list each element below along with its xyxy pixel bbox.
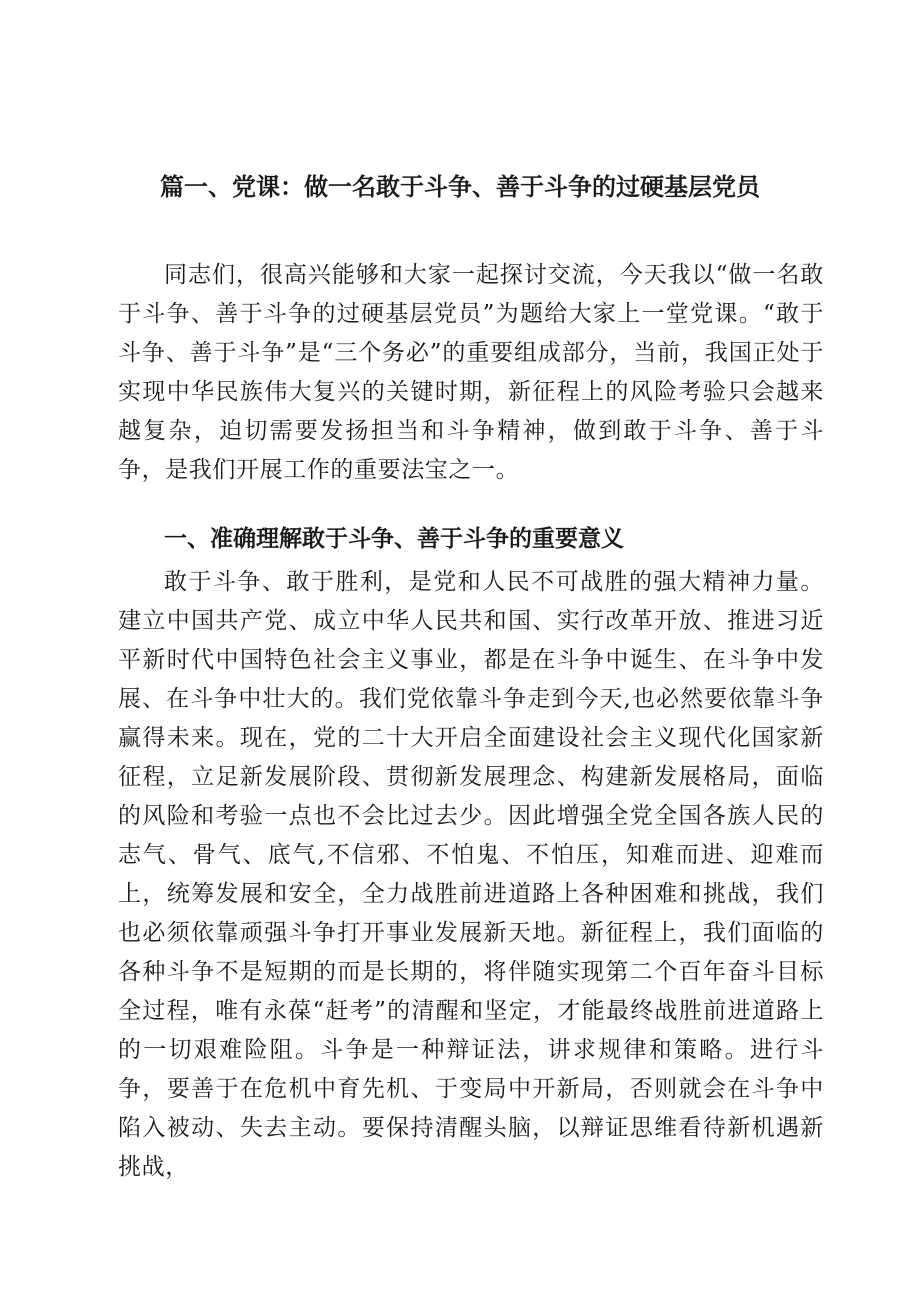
- body-paragraph: 敢于斗争、敢于胜利，是党和人民不可战胜的强大精神力量。建立中国共产党、成立中华人民共和国、实行改革开放、推进习近平新时代中国特色社会主义事业，都是在斗争中诞生、在斗争中发展、在斗争中壮大的。我们党依靠斗争走到今天,也必然要依靠斗争赢得未来。现在，党的二十大开启全面建设社会主义现代化国家新征程，立足新发展阶段、贯彻新发展理念、构建新发展格局，面临的风险和考验一点也不会比过去少。因此增强全党全国各族人民的志气、骨气、底气,不信邪、不怕鬼、不怕压，知难而进、迎难而上，统筹发展和安全，全力战胜前进道路上各种困难和挑战，我们也必须依靠顽强斗争打开事业发展新天地。新征程上，我们面临的各种斗争不是短期的而是长期的，将伴随实现第二个百年奋斗目标全过程，唯有永葆“赶考”的清醒和坚定，才能最终战胜前进道路上的一切艰难险阻。斗争是一种辩证法，讲求规律和策略。进行斗争，要善于在危机中育先机、于变局中开新局，否则就会在斗争中陷入被动、失去主动。要保持清醒头脑，以辩证思维看待新机遇新挑战，: [118, 569, 824, 1180]
- document-title: 篇一、党课：做一名敢于斗争、善于斗争的过硬基层党员: [160, 173, 760, 201]
- intro-paragraph: 同志们，很高兴能够和大家一起探讨交流，今天我以“做一名敢于斗争、善于斗争的过硬基层党员”为题给大家上一堂党课。“敢于斗争、善于斗争”是“三个务必”的重要组成部分，当前，我国正处于实现中华民族伟大复兴的关键时期，新征程上的风险考验只会越来越复杂，迫切需要发扬担当和斗争精神，做到敢于斗争、善于斗争，是我们开展工作的重要法宝之一。: [118, 262, 824, 483]
- section-heading: 一、准确理解敢于斗争、善于斗争的重要意义: [164, 526, 624, 552]
